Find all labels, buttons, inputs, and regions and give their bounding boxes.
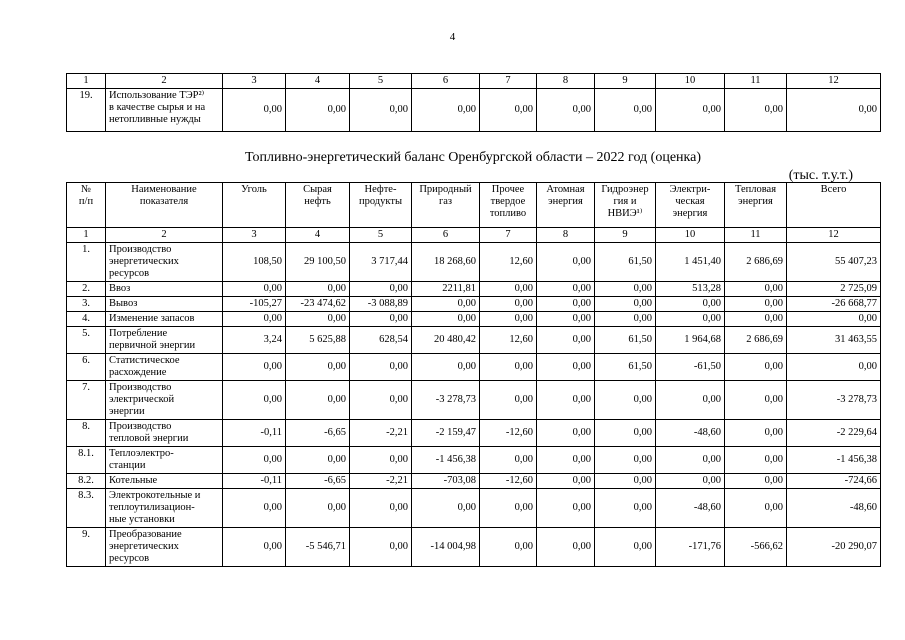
value-cell: 0,00 xyxy=(286,312,350,327)
value-cell: 0,00 xyxy=(787,354,881,381)
row-number: 4. xyxy=(67,312,106,327)
value-cell: -6,65 xyxy=(286,474,350,489)
value-cell: -2 159,47 xyxy=(412,420,480,447)
value-cell: 0,00 xyxy=(480,312,537,327)
value-cell: 0,00 xyxy=(725,474,787,489)
column-header xyxy=(725,183,787,228)
text-line: Потребление xyxy=(109,328,168,339)
value-cell: 5 625,88 xyxy=(286,327,350,354)
column-index-cell: 1 xyxy=(67,74,106,89)
value-cell: 0,00 xyxy=(595,528,656,567)
row-number: 8. xyxy=(67,420,106,447)
page-number: 4 xyxy=(449,31,456,43)
column-index-cell: 12 xyxy=(787,228,881,243)
text-line: энергия xyxy=(672,208,708,219)
value-cell: 0,00 xyxy=(480,89,537,132)
value-cell: 20 480,42 xyxy=(412,327,480,354)
row-name xyxy=(106,474,223,489)
value-cell: 0,00 xyxy=(537,243,595,282)
column-index-cell: 10 xyxy=(656,74,725,89)
column-index-cell: 6 xyxy=(412,74,480,89)
text-line: Электри- xyxy=(669,184,711,195)
value-cell: -26 668,77 xyxy=(787,297,881,312)
value-cell: 61,50 xyxy=(595,243,656,282)
table-row xyxy=(67,474,881,489)
value-cell: 0,00 xyxy=(480,447,537,474)
row-number: 1. xyxy=(67,243,106,282)
value-cell: -1 456,38 xyxy=(412,447,480,474)
value-cell: 0,00 xyxy=(350,354,412,381)
value-cell: 0,00 xyxy=(537,420,595,447)
column-index-cell: 8 xyxy=(537,74,595,89)
text-line: электрической xyxy=(109,394,175,405)
row-number: 5. xyxy=(67,327,106,354)
value-cell: 12,60 xyxy=(480,243,537,282)
text-line: п/п xyxy=(78,196,94,207)
text-line: Природный xyxy=(419,184,472,195)
value-cell: 0,00 xyxy=(725,354,787,381)
column-header xyxy=(412,183,480,228)
column-index-cell: 3 xyxy=(223,74,286,89)
text-line: теплоутилизацион- xyxy=(109,502,195,513)
value-cell: 18 268,60 xyxy=(412,243,480,282)
row-name xyxy=(106,297,223,312)
value-cell: 0,00 xyxy=(350,489,412,528)
text-line: Атомная xyxy=(546,184,585,195)
energy-balance-table xyxy=(66,182,881,567)
value-cell: 0,00 xyxy=(725,312,787,327)
value-cell: 0,00 xyxy=(725,420,787,447)
column-header xyxy=(286,183,350,228)
value-cell: -48,60 xyxy=(656,420,725,447)
value-cell: -703,08 xyxy=(412,474,480,489)
value-cell: 0,00 xyxy=(350,447,412,474)
value-cell: -6,65 xyxy=(286,420,350,447)
value-cell: 0,00 xyxy=(537,282,595,297)
value-cell: 0,00 xyxy=(595,282,656,297)
value-cell: 0,00 xyxy=(537,327,595,354)
value-cell: 0,00 xyxy=(412,89,480,132)
value-cell: 0,00 xyxy=(787,312,881,327)
value-cell: 628,54 xyxy=(350,327,412,354)
column-header xyxy=(350,183,412,228)
row-number: 8.2. xyxy=(67,474,106,489)
value-cell: 0,00 xyxy=(223,282,286,297)
column-index-cell: 2 xyxy=(106,228,223,243)
value-cell: 0,00 xyxy=(480,297,537,312)
text-line: нефть xyxy=(304,196,331,207)
value-cell: 0,00 xyxy=(480,354,537,381)
value-cell: -48,60 xyxy=(656,489,725,528)
value-cell: 0,00 xyxy=(223,489,286,528)
column-index-cell: 11 xyxy=(725,228,787,243)
value-cell: 0,00 xyxy=(595,297,656,312)
value-cell: -566,62 xyxy=(725,528,787,567)
column-header xyxy=(480,183,537,228)
value-cell: 0,00 xyxy=(595,447,656,474)
table-row xyxy=(67,489,881,528)
text-line: первичной энергии xyxy=(109,340,196,351)
text-line: Электрокотельные и xyxy=(109,490,201,501)
value-cell: -0,11 xyxy=(223,474,286,489)
value-cell: 0,00 xyxy=(725,381,787,420)
value-cell: 0,00 xyxy=(223,89,286,132)
row-number: 9. xyxy=(67,528,106,567)
units-label: (тыс. т.у.т.) xyxy=(788,168,853,183)
column-index-cell: 7 xyxy=(480,74,537,89)
text-line: энергетических xyxy=(109,256,179,267)
column-index-cell: 5 xyxy=(350,228,412,243)
value-cell: 0,00 xyxy=(656,89,725,132)
value-cell: 1 451,40 xyxy=(656,243,725,282)
value-cell: 0,00 xyxy=(350,381,412,420)
value-cell: 55 407,23 xyxy=(787,243,881,282)
value-cell: -14 004,98 xyxy=(412,528,480,567)
value-cell: 29 100,50 xyxy=(286,243,350,282)
value-cell: 0,00 xyxy=(537,89,595,132)
row-name xyxy=(106,528,223,567)
column-index-cell: 12 xyxy=(787,74,881,89)
row-number: 8.1. xyxy=(67,447,106,474)
continued-table xyxy=(66,73,881,132)
row-number: 19. xyxy=(67,89,106,132)
value-cell: -12,60 xyxy=(480,474,537,489)
text-line: энергия xyxy=(738,196,773,207)
value-cell: -61,50 xyxy=(656,354,725,381)
text-line: Наименование xyxy=(131,184,197,195)
row-number: 3. xyxy=(67,297,106,312)
value-cell: 0,00 xyxy=(595,489,656,528)
text-line: показателя xyxy=(139,196,189,207)
value-cell: 0,00 xyxy=(480,528,537,567)
value-cell: 0,00 xyxy=(286,282,350,297)
row-number: 8.3. xyxy=(67,489,106,528)
value-cell: -20 290,07 xyxy=(787,528,881,567)
value-cell: 0,00 xyxy=(656,447,725,474)
column-header xyxy=(656,183,725,228)
text-line: Нефте- xyxy=(364,184,397,195)
value-cell: -2,21 xyxy=(350,420,412,447)
value-cell: 0,00 xyxy=(787,89,881,132)
text-line: Производство xyxy=(109,382,172,393)
column-index-cell: 4 xyxy=(286,74,350,89)
value-cell: 2211,81 xyxy=(412,282,480,297)
value-cell: 0,00 xyxy=(537,381,595,420)
text-line: Теплоэлектро- xyxy=(109,448,174,459)
value-cell: 0,00 xyxy=(480,381,537,420)
text-line: Ввоз xyxy=(109,283,131,294)
row-number: 7. xyxy=(67,381,106,420)
text-line: топливо xyxy=(489,208,527,219)
text-line: Прочее xyxy=(491,184,525,195)
value-cell: -105,27 xyxy=(223,297,286,312)
value-cell: -171,76 xyxy=(656,528,725,567)
value-cell: 0,00 xyxy=(725,297,787,312)
text-line: Уголь xyxy=(241,184,267,195)
value-cell: 0,00 xyxy=(223,528,286,567)
text-line: энергии xyxy=(109,406,145,417)
value-cell: 0,00 xyxy=(286,447,350,474)
text-line: нетопливные нужды xyxy=(109,114,201,125)
table-row xyxy=(67,381,881,420)
column-index-cell: 5 xyxy=(350,74,412,89)
row-name xyxy=(106,312,223,327)
value-cell: 0,00 xyxy=(656,312,725,327)
value-cell: -1 456,38 xyxy=(787,447,881,474)
value-cell: 0,00 xyxy=(286,354,350,381)
value-cell: 0,00 xyxy=(286,489,350,528)
table-row xyxy=(67,282,881,297)
table-row xyxy=(67,89,881,132)
table-row xyxy=(67,312,881,327)
value-cell: 108,50 xyxy=(223,243,286,282)
text-line: Изменение запасов xyxy=(109,313,195,324)
value-cell: 0,00 xyxy=(725,282,787,297)
column-index-cell: 4 xyxy=(286,228,350,243)
table-row xyxy=(67,528,881,567)
row-name xyxy=(106,89,223,132)
value-cell: -48,60 xyxy=(787,489,881,528)
text-line: Сырая xyxy=(303,184,332,195)
value-cell: 0,00 xyxy=(350,282,412,297)
text-line: газ xyxy=(438,196,453,207)
text-line: Всего xyxy=(820,184,847,195)
value-cell: 0,00 xyxy=(656,381,725,420)
value-cell: 3,24 xyxy=(223,327,286,354)
text-line: гия и xyxy=(613,196,637,207)
text-line: ресурсов xyxy=(109,268,150,279)
text-line: энергия xyxy=(548,196,583,207)
value-cell: 0,00 xyxy=(350,312,412,327)
value-cell: -2 229,64 xyxy=(787,420,881,447)
text-line: Тепловая xyxy=(734,184,777,195)
text-line: твердое xyxy=(490,196,526,207)
column-header xyxy=(537,183,595,228)
value-cell: 0,00 xyxy=(223,447,286,474)
value-cell: 0,00 xyxy=(656,297,725,312)
value-cell: 2 686,69 xyxy=(725,327,787,354)
value-cell: 0,00 xyxy=(595,89,656,132)
value-cell: 0,00 xyxy=(725,89,787,132)
value-cell: -2,21 xyxy=(350,474,412,489)
text-line: продукты xyxy=(358,196,402,207)
text-line: ные установки xyxy=(109,514,175,525)
column-header xyxy=(223,183,286,228)
column-header xyxy=(67,183,106,228)
value-cell: 3 717,44 xyxy=(350,243,412,282)
row-number: 2. xyxy=(67,282,106,297)
value-cell: -724,66 xyxy=(787,474,881,489)
value-cell: 61,50 xyxy=(595,354,656,381)
text-line: Котельные xyxy=(109,475,158,486)
text-line: Использование ТЭР²⁾ xyxy=(109,90,205,101)
text-line: ресурсов xyxy=(109,553,150,564)
value-cell: 0,00 xyxy=(595,420,656,447)
value-cell: 0,00 xyxy=(595,312,656,327)
value-cell: 0,00 xyxy=(595,474,656,489)
value-cell: 0,00 xyxy=(537,354,595,381)
text-line: тепловой энергии xyxy=(109,433,189,444)
column-index-cell: 9 xyxy=(595,74,656,89)
value-cell: 0,00 xyxy=(412,297,480,312)
header-row xyxy=(67,183,881,228)
value-cell: 0,00 xyxy=(537,312,595,327)
value-cell: -3 278,73 xyxy=(412,381,480,420)
text-line: НВИЭ¹⁾ xyxy=(607,208,643,219)
value-cell: 2 725,09 xyxy=(787,282,881,297)
value-cell: -5 546,71 xyxy=(286,528,350,567)
value-cell: 0,00 xyxy=(656,474,725,489)
text-line: в качестве сырья и на xyxy=(109,102,206,113)
row-name xyxy=(106,489,223,528)
value-cell: -3 278,73 xyxy=(787,381,881,420)
value-cell: -12,60 xyxy=(480,420,537,447)
value-cell: -0,11 xyxy=(223,420,286,447)
value-cell: 0,00 xyxy=(480,489,537,528)
value-cell: 0,00 xyxy=(412,354,480,381)
table-row xyxy=(67,243,881,282)
value-cell: -3 088,89 xyxy=(350,297,412,312)
row-name xyxy=(106,354,223,381)
text-line: Статистическое xyxy=(109,355,180,366)
column-index-cell: 7 xyxy=(480,228,537,243)
row-name xyxy=(106,327,223,354)
value-cell: 0,00 xyxy=(537,489,595,528)
value-cell: 0,00 xyxy=(223,354,286,381)
value-cell: 0,00 xyxy=(537,528,595,567)
value-cell: 0,00 xyxy=(286,89,350,132)
column-index-cell: 6 xyxy=(412,228,480,243)
row-name xyxy=(106,420,223,447)
value-cell: 31 463,55 xyxy=(787,327,881,354)
value-cell: 0,00 xyxy=(350,528,412,567)
row-name xyxy=(106,447,223,474)
column-index-cell: 8 xyxy=(537,228,595,243)
text-line: Преобразование xyxy=(109,529,182,540)
row-number: 6. xyxy=(67,354,106,381)
text-line: расхождение xyxy=(109,367,167,378)
column-header xyxy=(787,183,881,228)
text-line: Производство xyxy=(109,244,172,255)
column-index-cell: 10 xyxy=(656,228,725,243)
table-row xyxy=(67,327,881,354)
table-row xyxy=(67,354,881,381)
column-index-cell: 3 xyxy=(223,228,286,243)
text-line: Производство xyxy=(109,421,172,432)
value-cell: 0,00 xyxy=(725,489,787,528)
table-row xyxy=(67,420,881,447)
column-header xyxy=(595,183,656,228)
table-title: Топливно-энергетический баланс Оренбургской области – 2022 год (оценка) xyxy=(245,150,701,165)
value-cell: 0,00 xyxy=(286,381,350,420)
value-cell: 0,00 xyxy=(725,447,787,474)
row-name xyxy=(106,282,223,297)
text-line: энергетических xyxy=(109,541,179,552)
column-index-cell: 11 xyxy=(725,74,787,89)
value-cell: 513,28 xyxy=(656,282,725,297)
value-cell: 0,00 xyxy=(480,282,537,297)
text-line: № xyxy=(80,184,92,195)
value-cell: 1 964,68 xyxy=(656,327,725,354)
value-cell: 0,00 xyxy=(537,447,595,474)
text-line: ческая xyxy=(675,196,705,207)
column-index-cell: 9 xyxy=(595,228,656,243)
value-cell: 0,00 xyxy=(412,489,480,528)
table-row xyxy=(67,447,881,474)
text-line: станции xyxy=(109,460,146,471)
value-cell: 0,00 xyxy=(350,89,412,132)
value-cell: 0,00 xyxy=(412,312,480,327)
column-index-cell: 1 xyxy=(67,228,106,243)
column-header xyxy=(106,183,223,228)
text-line: Вывоз xyxy=(109,298,138,309)
value-cell: 0,00 xyxy=(595,381,656,420)
row-name xyxy=(106,243,223,282)
text-line: Гидроэнер xyxy=(601,184,649,195)
value-cell: 61,50 xyxy=(595,327,656,354)
value-cell: -23 474,62 xyxy=(286,297,350,312)
value-cell: 0,00 xyxy=(537,474,595,489)
value-cell: 12,60 xyxy=(480,327,537,354)
table-row xyxy=(67,297,881,312)
value-cell: 0,00 xyxy=(223,312,286,327)
value-cell: 0,00 xyxy=(223,381,286,420)
row-name xyxy=(106,381,223,420)
value-cell: 2 686,69 xyxy=(725,243,787,282)
column-index-row xyxy=(67,228,881,243)
column-index-row xyxy=(67,74,881,89)
column-index-cell: 2 xyxy=(106,74,223,89)
value-cell: 0,00 xyxy=(537,297,595,312)
